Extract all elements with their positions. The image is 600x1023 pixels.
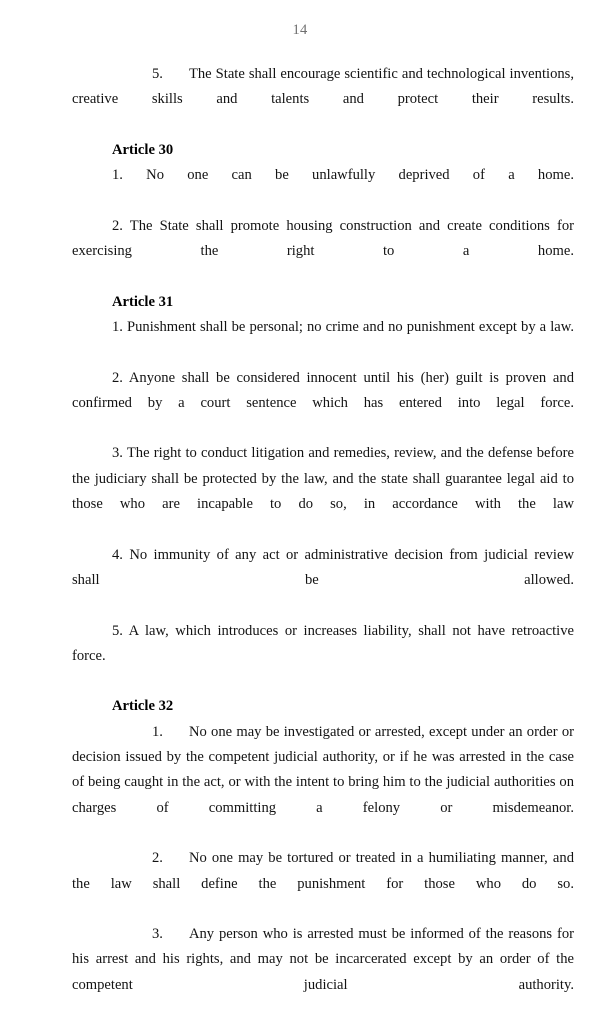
numbered-paragraph [72,846,574,922]
paragraph-number: 3. [152,926,163,943]
numbered-paragraph: 2. Anyone shall be considered innocent until his (her) guilt is proven and confirmed by a court sentence which has entered into legal force. [72,369,574,411]
numbered-paragraph [72,922,574,1023]
article-heading: Article 32 [112,698,174,715]
paragraph-number: 1. [152,723,163,740]
paragraph-number: 2. [152,850,163,867]
document-body [72,62,574,1023]
paragraph-text: The State shall encourage scientific and technological inventions, creative skills and talents and protect their results. [72,66,574,108]
paragraph-number: 5. [152,66,163,82]
numbered-paragraph: 1. No one can be unlawfully deprived of a home. [112,167,574,184]
paragraph-text: No one may be investigated or arrested, except under an order or decision issued by the competent judicial authority, or if he was arrested in the case of being caught in the act, or with the intent to bring him to the judicial authorities on charges of committing a felony or misdemeanor. [72,723,574,816]
numbered-paragraph: 3. The right to conduct litigation and remedies, review, and the defense before the judiciary shall be protected by the law, and the state shall guarantee legal aid to those who are incapable to do so, in accordance with the law [72,445,574,513]
numbered-paragraph: 5. A law, which introduces or increases liability, shall not have retroactive force. [72,622,574,664]
numbered-paragraph: 2. The State shall promote housing construction and create conditions for exercising the right to a home. [72,217,574,260]
paragraph-text: No one may be tortured or treated in a humiliating manner, and the law shall define the punishment for those who do so. [72,850,574,892]
numbered-paragraph: 4. No immunity of any act or administrative decision from judicial review shall be allowed. [72,546,574,588]
paragraph-text: Any person who is arrested must be informed of the reasons for his arrest and his rights, and may not be incarcerated except by an order of the competent judicial authority. [72,926,574,993]
article-heading: Article 31 [112,293,174,310]
article-heading: Article 30 [112,141,174,158]
page-number: 14 [292,22,308,38]
numbered-paragraph [72,62,574,138]
numbered-paragraph: 1. Punishment shall be personal; no crime and no punishment except by a law. [112,318,574,335]
